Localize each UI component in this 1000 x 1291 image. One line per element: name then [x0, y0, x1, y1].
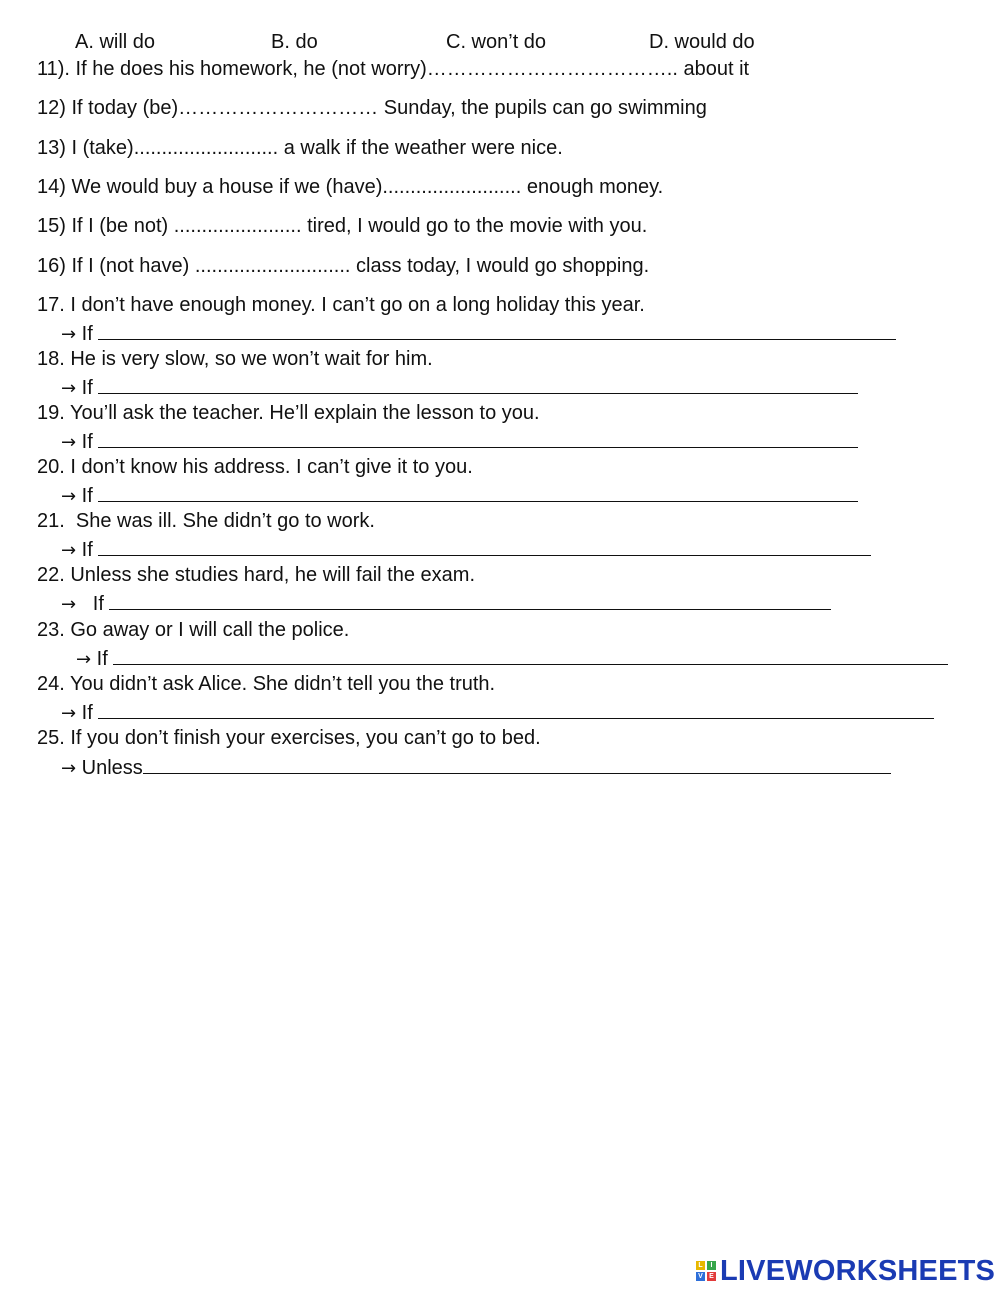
logo-text: LIVEWORKSHEETS: [720, 1254, 996, 1287]
rewrite-item-24: 24. You didn’t ask Alice. She didn’t tell you the truth.: [37, 673, 496, 695]
prompt-word: If: [81, 377, 93, 399]
prompt-word: If: [81, 485, 93, 507]
rewrite-item-25: 25. If you don’t finish your exercises, you can’t go to bed.: [37, 727, 541, 749]
arrow-icon: →: [61, 486, 77, 507]
arrow-icon: →: [76, 649, 92, 670]
arrow-icon: →: [61, 324, 77, 345]
answer-line-19[interactable]: [61, 428, 858, 455]
answer-line-24[interactable]: [61, 699, 934, 726]
arrow-icon: →: [61, 540, 77, 561]
answer-blank[interactable]: [98, 536, 871, 556]
prompt-word: If: [81, 431, 93, 453]
answer-line-22[interactable]: [61, 590, 831, 617]
rewrite-item-23: 23. Go away or I will call the police.: [37, 619, 350, 641]
answer-blank[interactable]: [98, 482, 858, 502]
rewrite-item-22: 22. Unless she studies hard, he will fail the exam.: [37, 564, 475, 586]
rewrite-item-20: 20. I don’t know his address. I can’t give it to you.: [37, 456, 473, 478]
rewrite-item-18: 18. He is very slow, so we won’t wait for him.: [37, 348, 433, 370]
fill-item-13: 13) I (take).......................... a walk if the weather were nice.: [37, 137, 563, 159]
logo-tile: I: [707, 1261, 716, 1270]
prompt-word: If: [92, 593, 104, 615]
answer-blank[interactable]: [98, 374, 858, 394]
arrow-icon: →: [61, 703, 77, 724]
answer-line-21[interactable]: [61, 536, 871, 563]
prompt-word: If: [96, 648, 108, 670]
answer-blank[interactable]: [98, 320, 896, 340]
fill-item-12: 12) If today (be)………………………… Sunday, the pupils can go swimming: [37, 97, 707, 119]
answer-line-25[interactable]: [61, 754, 891, 781]
option-d: D. would do: [649, 31, 755, 53]
answer-blank[interactable]: [98, 428, 858, 448]
arrow-icon: →: [61, 378, 77, 399]
option-b: B. do: [271, 31, 318, 53]
rewrite-item-17: 17. I don’t have enough money. I can’t go on a long holiday this year.: [37, 294, 645, 316]
answer-blank[interactable]: [143, 754, 891, 774]
prompt-word: If: [81, 539, 93, 561]
rewrite-item-21: 21. She was ill. She didn’t go to work.: [37, 510, 375, 532]
logo-tile: L: [696, 1261, 705, 1270]
arrow-icon: →: [61, 432, 77, 453]
answer-line-23[interactable]: [76, 645, 948, 672]
fill-item-15: 15) If I (be not) ....................... tired, I would go to the movie with you.: [37, 215, 648, 237]
answer-line-20[interactable]: [61, 482, 858, 509]
logo-tile: E: [707, 1272, 716, 1281]
logo-tiles-icon: [696, 1261, 716, 1281]
arrow-icon: →: [61, 594, 77, 615]
option-a: A. will do: [75, 31, 156, 53]
arrow-icon: →: [61, 758, 77, 779]
fill-item-14: 14) We would buy a house if we (have)......................... enough money.: [37, 176, 664, 198]
answer-blank[interactable]: [98, 699, 934, 719]
answer-line-18[interactable]: [61, 374, 858, 401]
fill-item-16: 16) If I (not have) ............................ class today, I would go shopping.: [37, 255, 650, 277]
logo-tile: V: [696, 1272, 705, 1281]
answer-blank[interactable]: [109, 590, 831, 610]
prompt-word: If: [81, 702, 93, 724]
fill-item-11: 11). If he does his homework, he (not worry)……………………………….. about it: [37, 58, 750, 80]
rewrite-item-19: 19. You’ll ask the teacher. He’ll explain the lesson to you.: [37, 402, 540, 424]
liveworksheets-logo: [696, 1254, 995, 1288]
prompt-word: If: [81, 323, 93, 345]
option-c: C. won’t do: [446, 31, 547, 53]
answer-blank[interactable]: [113, 645, 948, 665]
answer-line-17[interactable]: [61, 320, 896, 347]
prompt-word: Unless: [81, 757, 143, 779]
